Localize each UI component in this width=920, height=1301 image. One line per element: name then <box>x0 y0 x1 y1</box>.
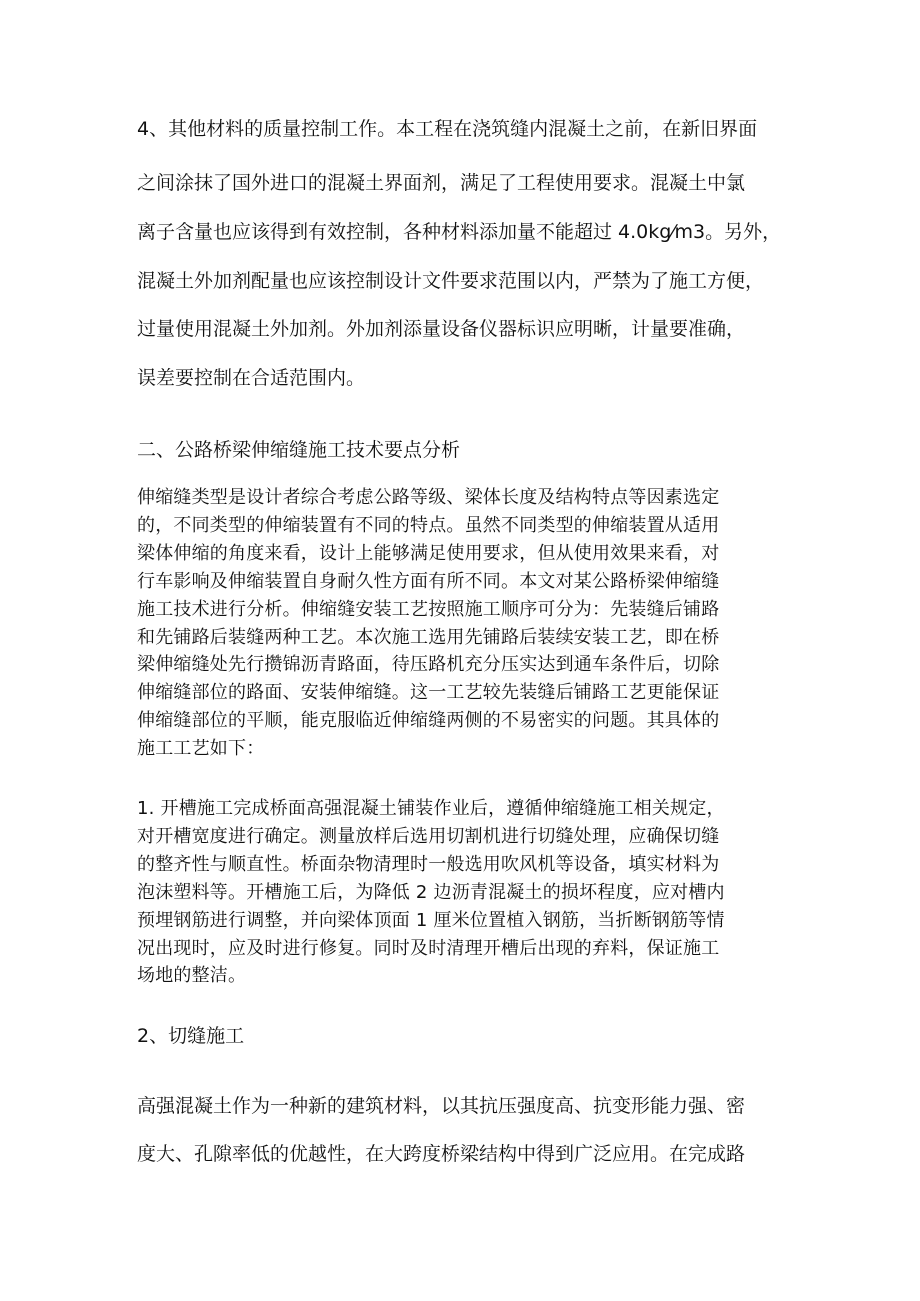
text-line: 的，不同类型的伸缩装置有不同的特点。虽然不同类型的伸缩装置从适用 <box>137 515 720 536</box>
text-line: 之间涂抹了国外进口的混凝土界面剂，满足了工程使用要求。混凝土中氯 <box>137 172 746 194</box>
text-line: 高强混凝土作为一种新的建筑材料，以其抗压强度高、抗变形能力强、密 <box>137 1095 746 1117</box>
text-line: 度大、孔隙率低的优越性，在大跨度桥梁结构中得到广泛应用。在完成路 <box>137 1143 746 1165</box>
text-line: 1. 开槽施工完成桥面高强混凝土铺装作业后，遵循伸缩缝施工相关规定， <box>137 798 725 819</box>
text-line: 过量使用混凝土外加剂。外加剂添量设备仪器标识应明晰，计量要准确， <box>137 318 746 340</box>
text-line: 梁伸缩缝处先行攒锦沥青路面，待压路机充分压实达到通车条件后，切除 <box>137 654 720 675</box>
text-line: 伸缩缝类型是设计者综合考虑公路等级、梁体长度及结构特点等因素选定 <box>137 487 720 508</box>
text-line: 施工工艺如下： <box>137 738 265 759</box>
text-line: 施工技术进行分析。伸缩缝安装工艺按照施工顺序可分为：先装缝后铺路 <box>137 599 720 620</box>
text-line: 场地的整洁。 <box>137 965 247 986</box>
text-line: 况出现时，应及时进行修复。同时及时清理开槽后出现的弃料，保证施工 <box>137 938 720 959</box>
text-line: 泡沫塑料等。开槽施工后，为降低 2 边沥青混凝土的损坏程度，应对槽内 <box>137 882 725 903</box>
text-line: 和先铺路后装缝两种工艺。本次施工选用先铺路后装续安装工艺，即在桥 <box>137 627 720 648</box>
text-line: 行车影响及伸缩装置自身耐久性方面有所不同。本文对某公路桥梁伸缩缝 <box>137 571 720 592</box>
text-line: 预埋钢筋进行调整，并向梁体顶面 1 厘米位置植入钢筋，当折断钢筋等情 <box>137 910 725 931</box>
text-line: 混凝土外加剂配量也应该控制设计文件要求范围以内，严禁为了施工方便， <box>137 270 765 292</box>
text-line: 离子含量也应该得到有效控制，各种材料添加量不能超过 4.0kg⁄m3。另外， <box>137 221 782 243</box>
text-line: 对开槽宽度进行确定。测量放样后选用切割机进行切缝处理，应确保切缝 <box>137 826 720 847</box>
text-line: 伸缩缝部位的平顺，能克服临近伸缩缝两侧的不易密实的问题。其具体的 <box>137 710 720 731</box>
section-heading: 二、公路桥梁伸缩缝施工技术要点分析 <box>137 439 461 461</box>
text-line: 的整齐性与顺直性。桥面杂物清理时一般选用吹风机等设备，填实材料为 <box>137 854 720 875</box>
section-heading: 2、切缝施工 <box>137 1025 245 1047</box>
text-line: 伸缩缝部位的路面、安装伸缩缝。这一工艺较先装缝后铺路工艺更能保证 <box>137 682 720 703</box>
text-line: 4、其他材料的质量控制工作。本工程在浇筑缝内混凝土之前，在新旧界面 <box>137 118 758 140</box>
text-line: 误差要控制在合适范围内。 <box>137 367 366 389</box>
text-line: 梁体伸缩的角度来看，设计上能够满足使用要求，但从使用效果来看，对 <box>137 543 720 564</box>
